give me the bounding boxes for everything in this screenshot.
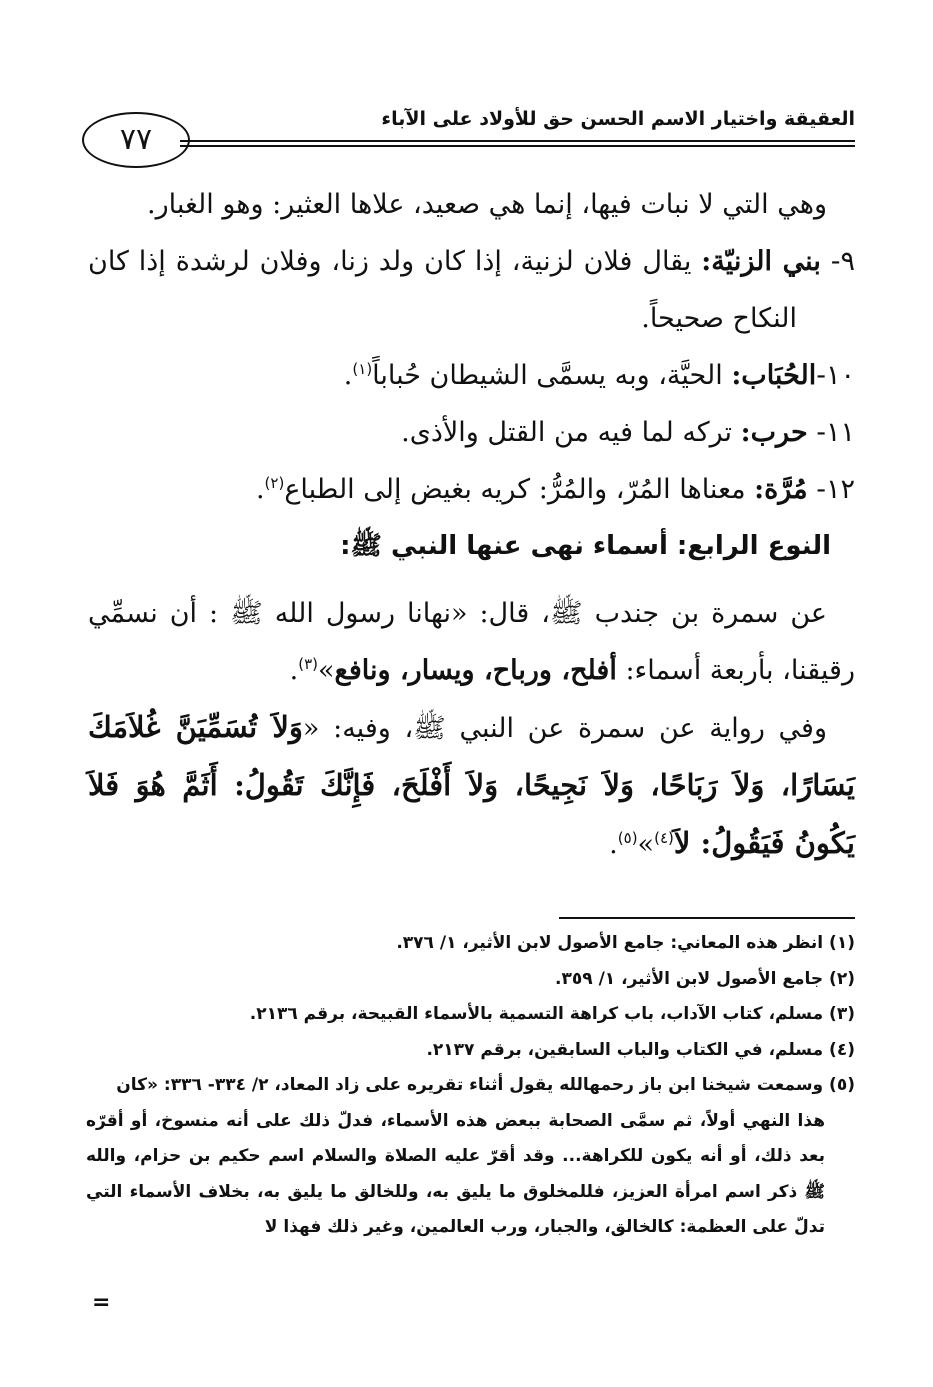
item-term: الحُبَاب: [731,360,817,391]
p1-line1: وهي التي لا نبات فيها، إنما هي صعيد، علاها العثير: وهو [222,189,827,220]
hadith-names: أفلح، ورباح، ويسار، ونافع [334,655,617,686]
section-heading: النوع الرابع: أسماء نهى عنها النبي ﷺ: [340,531,831,561]
page-number: ٧٧ [82,112,190,168]
running-title: العقيقة واختيار الاسم الحسن حق للأولاد على الآباء [381,108,855,130]
item-number: ١٠- [816,360,855,391]
item-number: ٩- [830,246,855,277]
list-item-9 [88,233,855,347]
hadith-quote: وَلاَ تُسَمِّيَنَّ غُلاَمَكَ يَسَارًا، وَلاَ رَبَاحًا، وَلاَ نَجِيحًا، وَلاَ أَفْلَحَ، فَإِنَّكَ تَقُولُ: أَثَمَّ هُوَ فَلاَ يَكُونُ فَيَقُولُ: لاَ [88,710,855,860]
quote-close: » [317,655,335,686]
hadith-paragraph-1 [88,585,855,699]
footnote-3: (٣) مسلم، كتاب الآداب، باب كراهة التسمية بالأسماء القبيحة، برقم ٢١٣٦. [249,1004,855,1024]
hadith-intro: وفي رواية عن سمرة عن النبي ﷺ، وفيه: « [302,713,827,744]
footnote-ref: (٥) [617,829,638,847]
header-double-rule [180,140,855,147]
footnote-ref: (٢) [264,474,285,492]
item-text: يقال فلان لزنية، إذا كان ولد زنا، وفلان لرشدة إذا كان النكاح صحيحاً. [88,246,797,334]
hadith-intro: عن سمرة بن جندب ﷺ، قال: «نهانا رسول الله ﷺ : أن نسمِّي رقيقنا، بأربعة أسماء: [88,598,855,686]
item-term: مُرَّة: [754,474,808,505]
period: . [289,655,299,686]
item-term: حرب: [740,417,808,448]
period: . [255,474,265,505]
hadith-paragraph-2 [88,699,855,873]
footnote-5-continuation: هذا النهي أولاً، ثم سمَّى الصحابة ببعض هذه الأسماء، فدلّ ذلك على أنه منسوخ، أو أقرّه بعد ذلك، أو أنه يكون للكراهة... وقد أقرّ عليه الصلاة والسلام اسم حكيم بن حزام، والله ﷺ ذكر اسم امرأة العزيز، فللمخلوق ما يليق به، وللخالق ما يليق به، بخلاف الأسماء التي تدلّ على العظمة: كالخالق، والجبار، ورب العالمين، وغير ذلك فهذا لا [86,1110,825,1237]
period: . [343,360,353,391]
main-text [88,176,855,873]
item-term: بني الزنيّة: [701,246,821,277]
quote-close: » [637,829,655,860]
paragraph-continuation [88,176,855,233]
footnote-2: (٢) جامع الأصول لابن الأثير، ١/ ٣٥٩. [555,968,855,989]
period: . [609,829,618,860]
list-item-11 [88,404,855,461]
footnote-ref: (٣) [298,655,318,673]
p1-line2: الغبار. [146,189,214,220]
footnote-ref: (٤) [654,829,674,847]
item-text: معناها المُرّ، والمُرُّ: كريه بغيض إلى الطباع [284,474,746,505]
continuation-mark: = [92,1290,111,1315]
item-text: الحيَّة، وبه يسمَّى الشيطان حُباباً [372,360,723,391]
footnote-5: (٥) وسمعت شيخنا ابن باز رحمهالله يقول أثناء تقريره على زاد المعاد، ٢/ ٣٣٤- ٣٣٦: «كان [116,1075,855,1095]
footnote-separator [559,917,855,919]
footnote-1: (١) انظر هذه المعاني: جامع الأصول لابن الأثير، ١/ ٣٧٦. [396,933,855,953]
footnotes [86,926,855,1246]
list-item-12 [88,461,855,518]
footnote-ref: (١) [352,360,373,378]
footnote-4: (٤) مسلم، في الكتاب والباب السابقين، برقم ٢١٣٧. [426,1039,855,1060]
item-text: تركه لما فيه من القتل والأذى. [401,417,733,448]
item-number: ١٢- [816,474,855,505]
list-item-10 [88,347,855,404]
item-number: ١١- [816,417,855,448]
